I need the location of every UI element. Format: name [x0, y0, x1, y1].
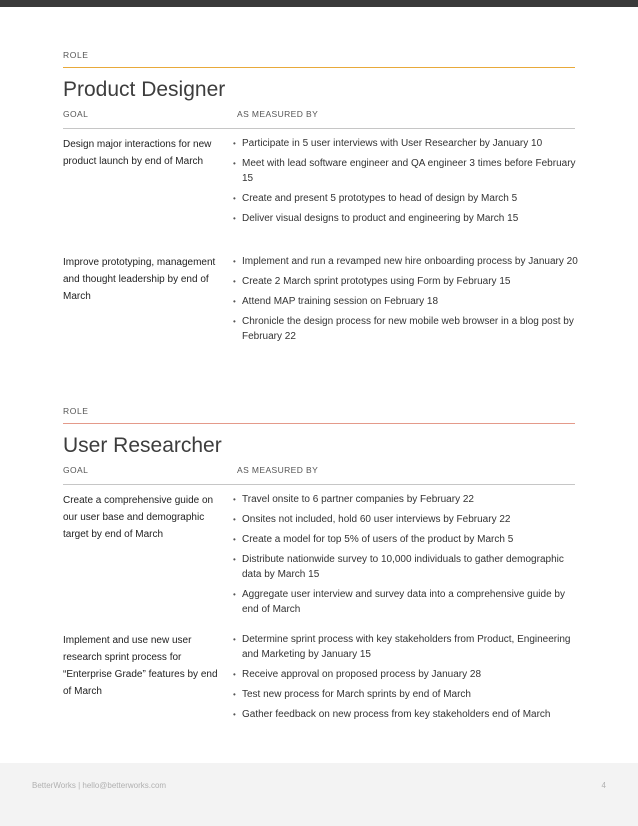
goal-row	[63, 136, 575, 254]
measure-item: • Receive approval on proposed process by January 28	[233, 669, 482, 680]
bullet-icon: •	[233, 139, 236, 148]
bullet-icon: •	[233, 257, 236, 266]
goal-text: Create a comprehensive guide on our user base and demographic target by end of March	[63, 495, 214, 540]
role-section-user-researcher	[63, 406, 575, 742]
goal-text: Improve prototyping, management and thought leadership by end of March	[63, 257, 216, 302]
top-bar	[0, 0, 638, 7]
role-divider	[63, 423, 575, 424]
column-headers	[63, 465, 575, 479]
measure-list	[233, 254, 578, 349]
column-headers	[63, 109, 575, 123]
measure-item: • Create a model for top 5% of users of the product by March 5	[233, 534, 514, 545]
goal-row	[63, 632, 575, 742]
measure-item: • Attend MAP training session on February 18	[233, 296, 439, 307]
measure-item: • Create 2 March sprint prototypes using Form by February 15	[233, 276, 511, 287]
role-divider	[63, 67, 575, 68]
role-section-product-designer	[63, 50, 578, 384]
goal-column-header: GOAL	[63, 465, 89, 475]
bullet-icon: •	[233, 297, 236, 306]
bullet-icon: •	[233, 317, 236, 326]
bullet-icon: •	[233, 555, 236, 564]
measure-list	[233, 492, 578, 622]
bullet-icon: •	[233, 670, 236, 679]
goal-row	[63, 492, 575, 632]
measure-item: • Chronicle the design process for new mobile web browser in a blog post by February 22	[233, 316, 574, 342]
measure-item: • Implement and run a revamped new hire onboarding process by January 20	[233, 256, 578, 267]
measure-item: • Aggregate user interview and survey data into a comprehensive guide by end of March	[233, 589, 565, 615]
goal-row	[63, 254, 578, 384]
measure-item: • Meet with lead software engineer and QA engineer 3 times before February 15	[233, 158, 576, 184]
page-number: 4	[601, 781, 606, 790]
measure-item: • Distribute nationwide survey to 10,000 individuals to gather demographic data by March 15	[233, 554, 564, 580]
role-title: User Researcher	[63, 434, 222, 457]
measure-item: • Participate in 5 user interviews with User Researcher by January 10	[233, 138, 543, 149]
goal-text: Design major interactions for new product launch by end of March	[63, 139, 212, 167]
measure-column-header: AS MEASURED BY	[237, 465, 319, 475]
bullet-icon: •	[233, 635, 236, 644]
bullet-icon: •	[233, 214, 236, 223]
role-label: ROLE	[63, 50, 89, 60]
header-divider	[63, 128, 575, 129]
measure-item: • Onsites not included, hold 60 user interviews by February 22	[233, 514, 511, 525]
measure-item: • Gather feedback on new process from key stakeholders end of March	[233, 709, 551, 720]
measure-item: • Test new process for March sprints by end of March	[233, 689, 471, 700]
bullet-icon: •	[233, 515, 236, 524]
bullet-icon: •	[233, 690, 236, 699]
measure-item: • Determine sprint process with key stakeholders from Product, Engineering and Marketing by January 15	[233, 634, 571, 660]
bullet-icon: •	[233, 535, 236, 544]
bullet-icon: •	[233, 277, 236, 286]
bullet-icon: •	[233, 194, 236, 203]
bullet-icon: •	[233, 495, 236, 504]
measure-item: • Create and present 5 prototypes to head of design by March 5	[233, 193, 518, 204]
bullet-icon: •	[233, 710, 236, 719]
goal-text: Implement and use new user research sprint process for “Enterprise Grade” features by end of March	[63, 635, 218, 697]
footer-contact: BetterWorks | hello@betterworks.com	[32, 781, 167, 790]
measure-column-header: AS MEASURED BY	[237, 109, 319, 119]
measure-item: • Deliver visual designs to product and engineering by March 15	[233, 213, 519, 224]
bullet-icon: •	[233, 159, 236, 168]
measure-list	[233, 136, 578, 231]
page-footer	[0, 763, 638, 826]
bullet-icon: •	[233, 590, 236, 599]
header-divider	[63, 484, 575, 485]
measure-list	[233, 632, 578, 727]
role-label: ROLE	[63, 406, 89, 416]
measure-item: • Travel onsite to 6 partner companies by February 22	[233, 494, 474, 505]
goal-column-header: GOAL	[63, 109, 89, 119]
role-title: Product Designer	[63, 78, 226, 101]
